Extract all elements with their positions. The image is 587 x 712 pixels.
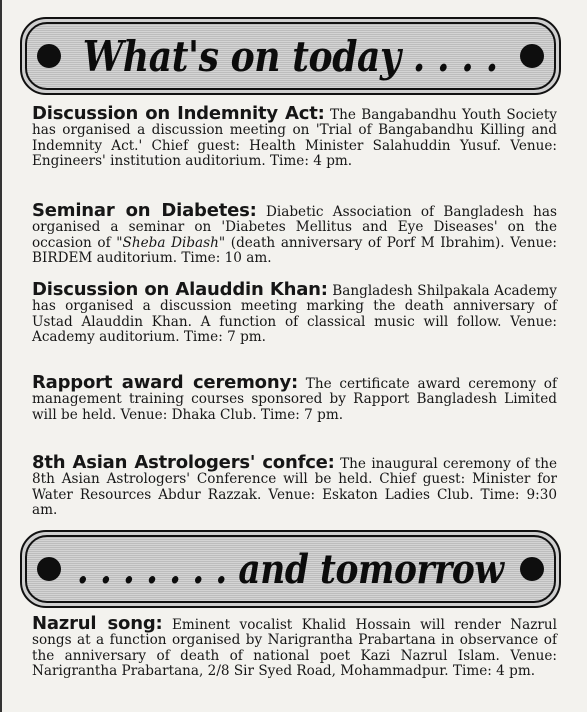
event-heading: Discussion on Alauddin Khan:	[32, 279, 328, 300]
banner-title: . . . . . . . and tomorrow	[77, 545, 504, 593]
whats-on-today-banner	[20, 17, 561, 95]
event-body: The Bangabandhu Youth Society has organised a discussion meeting on 'Trial of Bangabandhu Killing and Indemnity Act.' Chief guest: Health Minister Salahuddin Yusuf. Venue: Engineers' institution auditorium. Time: 4 pm.	[32, 107, 557, 170]
bullet-dot-icon	[37, 557, 61, 581]
event-body-italic: Sheba Dibash	[122, 234, 219, 251]
event-body: Bangladesh Shilpakala Academy has organised a discussion meeting marking the death anniversary of Ustad Alauddin Khan. A function of classical music will follow. Venue: Academy auditorium. Time: 7 pm.	[32, 283, 557, 346]
event-item-rapport-award	[32, 372, 557, 423]
event-item-nazrul-song	[32, 613, 558, 680]
event-heading: Nazrul song:	[32, 613, 163, 634]
bullet-dot-icon	[37, 44, 61, 68]
event-body: The inaugural ceremony of the 8th Asian Astrologers' Conference will be held. Chief guest: Minister for Water Resources Abdur Razzak. Venue: Eskaton Ladies Club. Time: 9:30 am.	[32, 456, 558, 519]
event-heading: Discussion on Indemnity Act:	[32, 103, 325, 124]
event-body-text: " (death anniversary of Porf M Ibrahim). Venue: BIRDEM auditorium. Time: 10 am.	[32, 234, 557, 267]
banner-title: What's on today . . . .	[83, 31, 498, 81]
and-tomorrow-banner	[20, 530, 561, 608]
event-item-indemnity	[32, 103, 557, 170]
event-heading: Seminar on Diabetes:	[32, 200, 257, 221]
event-heading: Rapport award ceremony:	[32, 372, 298, 393]
event-body: The certificate award ceremony of management training courses sponsored by Rapport Bangladesh Limited will be held. Venue: Dhaka Club. Time: 7 pm.	[32, 376, 557, 423]
bullet-dot-icon	[520, 44, 544, 68]
event-item-alauddin-khan	[32, 279, 557, 346]
event-body: Eminent vocalist Khalid Hossain will render Nazrul songs at a function organised by Narigrantha Prabartana in observance of the anniversary of death of national poet Kazi Nazrul Islam. Venue: Narigrantha Prabartana, 2/8 Sir Syed Road, Mohammadpur. Time: 4 pm.	[32, 617, 558, 680]
event-body-text: Diabetic Association of Bangladesh has organised a seminar on 'Diabetes Mellitus and Eye Diseases' on the occasion of "	[32, 204, 557, 251]
banner-panel	[25, 535, 556, 603]
bullet-dot-icon	[520, 557, 544, 581]
event-item-astrologers-conference	[32, 452, 558, 519]
event-heading: 8th Asian Astrologers' confce:	[32, 452, 335, 473]
event-item-diabetes	[32, 200, 557, 267]
banner-panel	[25, 22, 556, 90]
